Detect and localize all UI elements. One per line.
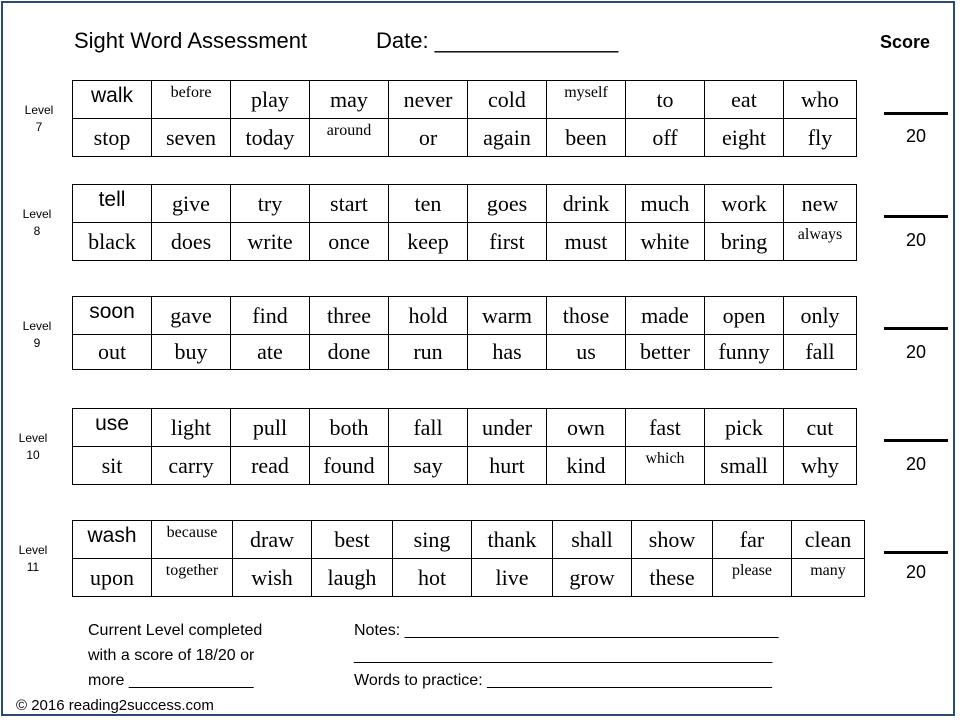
word-cell[interactable]: many — [792, 559, 865, 597]
word-cell[interactable]: been — [547, 119, 626, 157]
page-title: Sight Word Assessment — [74, 28, 308, 53]
word-cell[interactable]: which — [626, 447, 705, 485]
word-cell[interactable]: play — [231, 81, 310, 119]
word-cell[interactable]: eight — [705, 119, 784, 157]
level-label-word: Level — [22, 207, 52, 221]
word-cell[interactable]: today — [231, 119, 310, 157]
word-cell[interactable]: pick — [705, 409, 784, 447]
score-total: 20 — [905, 126, 927, 146]
level-label — [8, 430, 58, 464]
word-cell[interactable]: ate — [231, 335, 310, 370]
word-cell[interactable]: cut — [784, 409, 857, 447]
word-cell[interactable]: write — [231, 223, 310, 261]
word-row — [73, 119, 857, 157]
score-blank-line[interactable] — [884, 327, 948, 330]
word-cell[interactable]: laugh — [312, 559, 393, 597]
word-cell[interactable]: hold — [389, 297, 468, 335]
word-cell[interactable]: those — [547, 297, 626, 335]
word-cell[interactable]: upon — [73, 559, 152, 597]
word-row — [73, 335, 857, 370]
word-cell[interactable]: hurt — [468, 447, 547, 485]
word-cell[interactable]: first — [468, 223, 547, 261]
level-label-number: 9 — [33, 336, 41, 350]
word-cell[interactable]: never — [389, 81, 468, 119]
score-blank-line[interactable] — [884, 215, 948, 218]
word-cell[interactable]: to — [626, 81, 705, 119]
word-row — [73, 81, 857, 119]
word-cell[interactable]: wish — [233, 559, 312, 597]
word-cell[interactable]: give — [152, 185, 231, 223]
word-cell[interactable]: us — [547, 335, 626, 370]
word-cell[interactable]: myself — [547, 81, 626, 119]
score-heading: Score — [880, 32, 931, 52]
word-cell[interactable]: wash — [73, 521, 152, 559]
word-cell[interactable]: has — [468, 335, 547, 370]
word-cell[interactable]: found — [310, 447, 389, 485]
word-cell[interactable]: small — [705, 447, 784, 485]
word-cell[interactable]: new — [784, 185, 857, 223]
level-label — [8, 542, 58, 576]
word-row — [73, 185, 857, 223]
completion-note — [88, 618, 328, 693]
score-total: 20 — [905, 454, 927, 474]
level-label-word: Level — [18, 543, 48, 557]
word-cell[interactable]: three — [310, 297, 389, 335]
copyright-text: © 2016 reading2success.com — [16, 697, 214, 714]
level-label — [12, 206, 62, 240]
word-cell[interactable]: warm — [468, 297, 547, 335]
word-table — [72, 184, 857, 261]
word-cell[interactable]: only — [784, 297, 857, 335]
word-cell[interactable]: fall — [389, 409, 468, 447]
word-cell[interactable]: around — [310, 119, 389, 157]
score-total: 20 — [905, 562, 927, 582]
word-cell[interactable]: tell — [73, 185, 152, 223]
level-label — [12, 318, 62, 352]
word-cell[interactable]: kind — [547, 447, 626, 485]
word-cell[interactable]: best — [312, 521, 393, 559]
word-cell[interactable]: hot — [393, 559, 472, 597]
word-cell[interactable]: may — [310, 81, 389, 119]
word-cell[interactable]: light — [152, 409, 231, 447]
word-cell[interactable]: funny — [705, 335, 784, 370]
completion-line-1: Current Level completed — [88, 622, 263, 639]
word-cell[interactable]: stop — [73, 119, 152, 157]
level-label-word: Level — [24, 103, 54, 117]
word-cell[interactable]: again — [468, 119, 547, 157]
score-total: 20 — [905, 230, 927, 250]
word-row — [73, 297, 857, 335]
word-cell[interactable]: keep — [389, 223, 468, 261]
word-cell[interactable]: together — [152, 559, 233, 597]
word-table — [72, 520, 865, 597]
completion-line-2: with a score of 18/20 or — [88, 647, 255, 664]
word-cell[interactable]: these — [632, 559, 713, 597]
word-cell[interactable]: thank — [472, 521, 553, 559]
word-cell[interactable]: or — [389, 119, 468, 157]
word-cell[interactable]: black — [73, 223, 152, 261]
word-cell[interactable]: off — [626, 119, 705, 157]
word-cell[interactable]: eat — [705, 81, 784, 119]
word-cell[interactable]: why — [784, 447, 857, 485]
word-cell[interactable]: does — [152, 223, 231, 261]
word-table — [72, 296, 857, 370]
level-label — [14, 102, 64, 136]
notes-section — [354, 618, 864, 693]
word-cell[interactable]: live — [472, 559, 553, 597]
word-cell[interactable]: please — [713, 559, 792, 597]
word-row — [73, 223, 857, 261]
word-cell[interactable]: gave — [152, 297, 231, 335]
word-cell[interactable]: draw — [233, 521, 312, 559]
word-cell[interactable]: use — [73, 409, 152, 447]
word-cell[interactable]: before — [152, 81, 231, 119]
word-cell[interactable]: run — [389, 335, 468, 370]
word-cell[interactable]: done — [310, 335, 389, 370]
level-label-number: 10 — [26, 448, 40, 462]
word-cell[interactable]: buy — [152, 335, 231, 370]
word-cell[interactable]: read — [231, 447, 310, 485]
word-cell[interactable]: must — [547, 223, 626, 261]
word-cell[interactable]: find — [231, 297, 310, 335]
word-cell[interactable]: seven — [152, 119, 231, 157]
word-cell[interactable]: grow — [553, 559, 632, 597]
level-label-number: 8 — [33, 224, 41, 238]
word-cell[interactable]: ten — [389, 185, 468, 223]
word-cell[interactable]: walk — [73, 81, 152, 119]
word-cell[interactable]: who — [784, 81, 857, 119]
word-cell[interactable]: under — [468, 409, 547, 447]
word-table — [72, 80, 857, 157]
word-cell[interactable]: both — [310, 409, 389, 447]
completion-line-3[interactable]: more ______________ — [88, 672, 254, 689]
score-blank-line[interactable] — [884, 112, 948, 115]
word-cell[interactable]: out — [73, 335, 152, 370]
word-cell[interactable]: sing — [393, 521, 472, 559]
word-cell[interactable]: much — [626, 185, 705, 223]
word-cell[interactable]: bring — [705, 223, 784, 261]
word-cell[interactable]: soon — [73, 297, 152, 335]
word-cell[interactable]: say — [389, 447, 468, 485]
level-label-number: 11 — [26, 560, 40, 574]
word-table — [72, 408, 857, 485]
word-cell[interactable]: goes — [468, 185, 547, 223]
practice-line[interactable]: Words to practice: ________________________________ — [354, 672, 772, 689]
word-cell[interactable]: because — [152, 521, 233, 559]
word-cell[interactable]: sit — [73, 447, 152, 485]
word-cell[interactable]: always — [784, 223, 857, 261]
score-total: 20 — [905, 342, 927, 362]
word-cell[interactable]: once — [310, 223, 389, 261]
word-row — [73, 409, 857, 447]
word-cell[interactable]: fast — [626, 409, 705, 447]
word-cell[interactable]: carry — [152, 447, 231, 485]
word-cell[interactable]: made — [626, 297, 705, 335]
word-cell[interactable]: start — [310, 185, 389, 223]
word-cell[interactable]: drink — [547, 185, 626, 223]
word-cell[interactable]: far — [713, 521, 792, 559]
score-blank-line[interactable] — [884, 439, 948, 442]
word-cell[interactable]: try — [231, 185, 310, 223]
level-label-number: 7 — [35, 120, 43, 134]
word-row — [73, 559, 865, 597]
word-cell[interactable]: open — [705, 297, 784, 335]
date-field[interactable]: Date: _______________ — [376, 28, 619, 53]
notes-line-1[interactable]: Notes: __________________________________________ — [354, 622, 779, 639]
notes-line-2[interactable]: _______________________________________________ — [354, 647, 773, 664]
word-cell[interactable]: clean — [792, 521, 865, 559]
word-cell[interactable]: white — [626, 223, 705, 261]
word-row — [73, 447, 857, 485]
word-cell[interactable]: better — [626, 335, 705, 370]
word-cell[interactable]: work — [705, 185, 784, 223]
word-row — [73, 521, 865, 559]
level-label-word: Level — [18, 431, 48, 445]
word-cell[interactable]: own — [547, 409, 626, 447]
word-cell[interactable]: pull — [231, 409, 310, 447]
word-cell[interactable]: fly — [784, 119, 857, 157]
score-blank-line[interactable] — [884, 551, 948, 554]
word-cell[interactable]: fall — [784, 335, 857, 370]
word-cell[interactable]: show — [632, 521, 713, 559]
level-label-word: Level — [22, 319, 52, 333]
word-cell[interactable]: shall — [553, 521, 632, 559]
word-cell[interactable]: cold — [468, 81, 547, 119]
